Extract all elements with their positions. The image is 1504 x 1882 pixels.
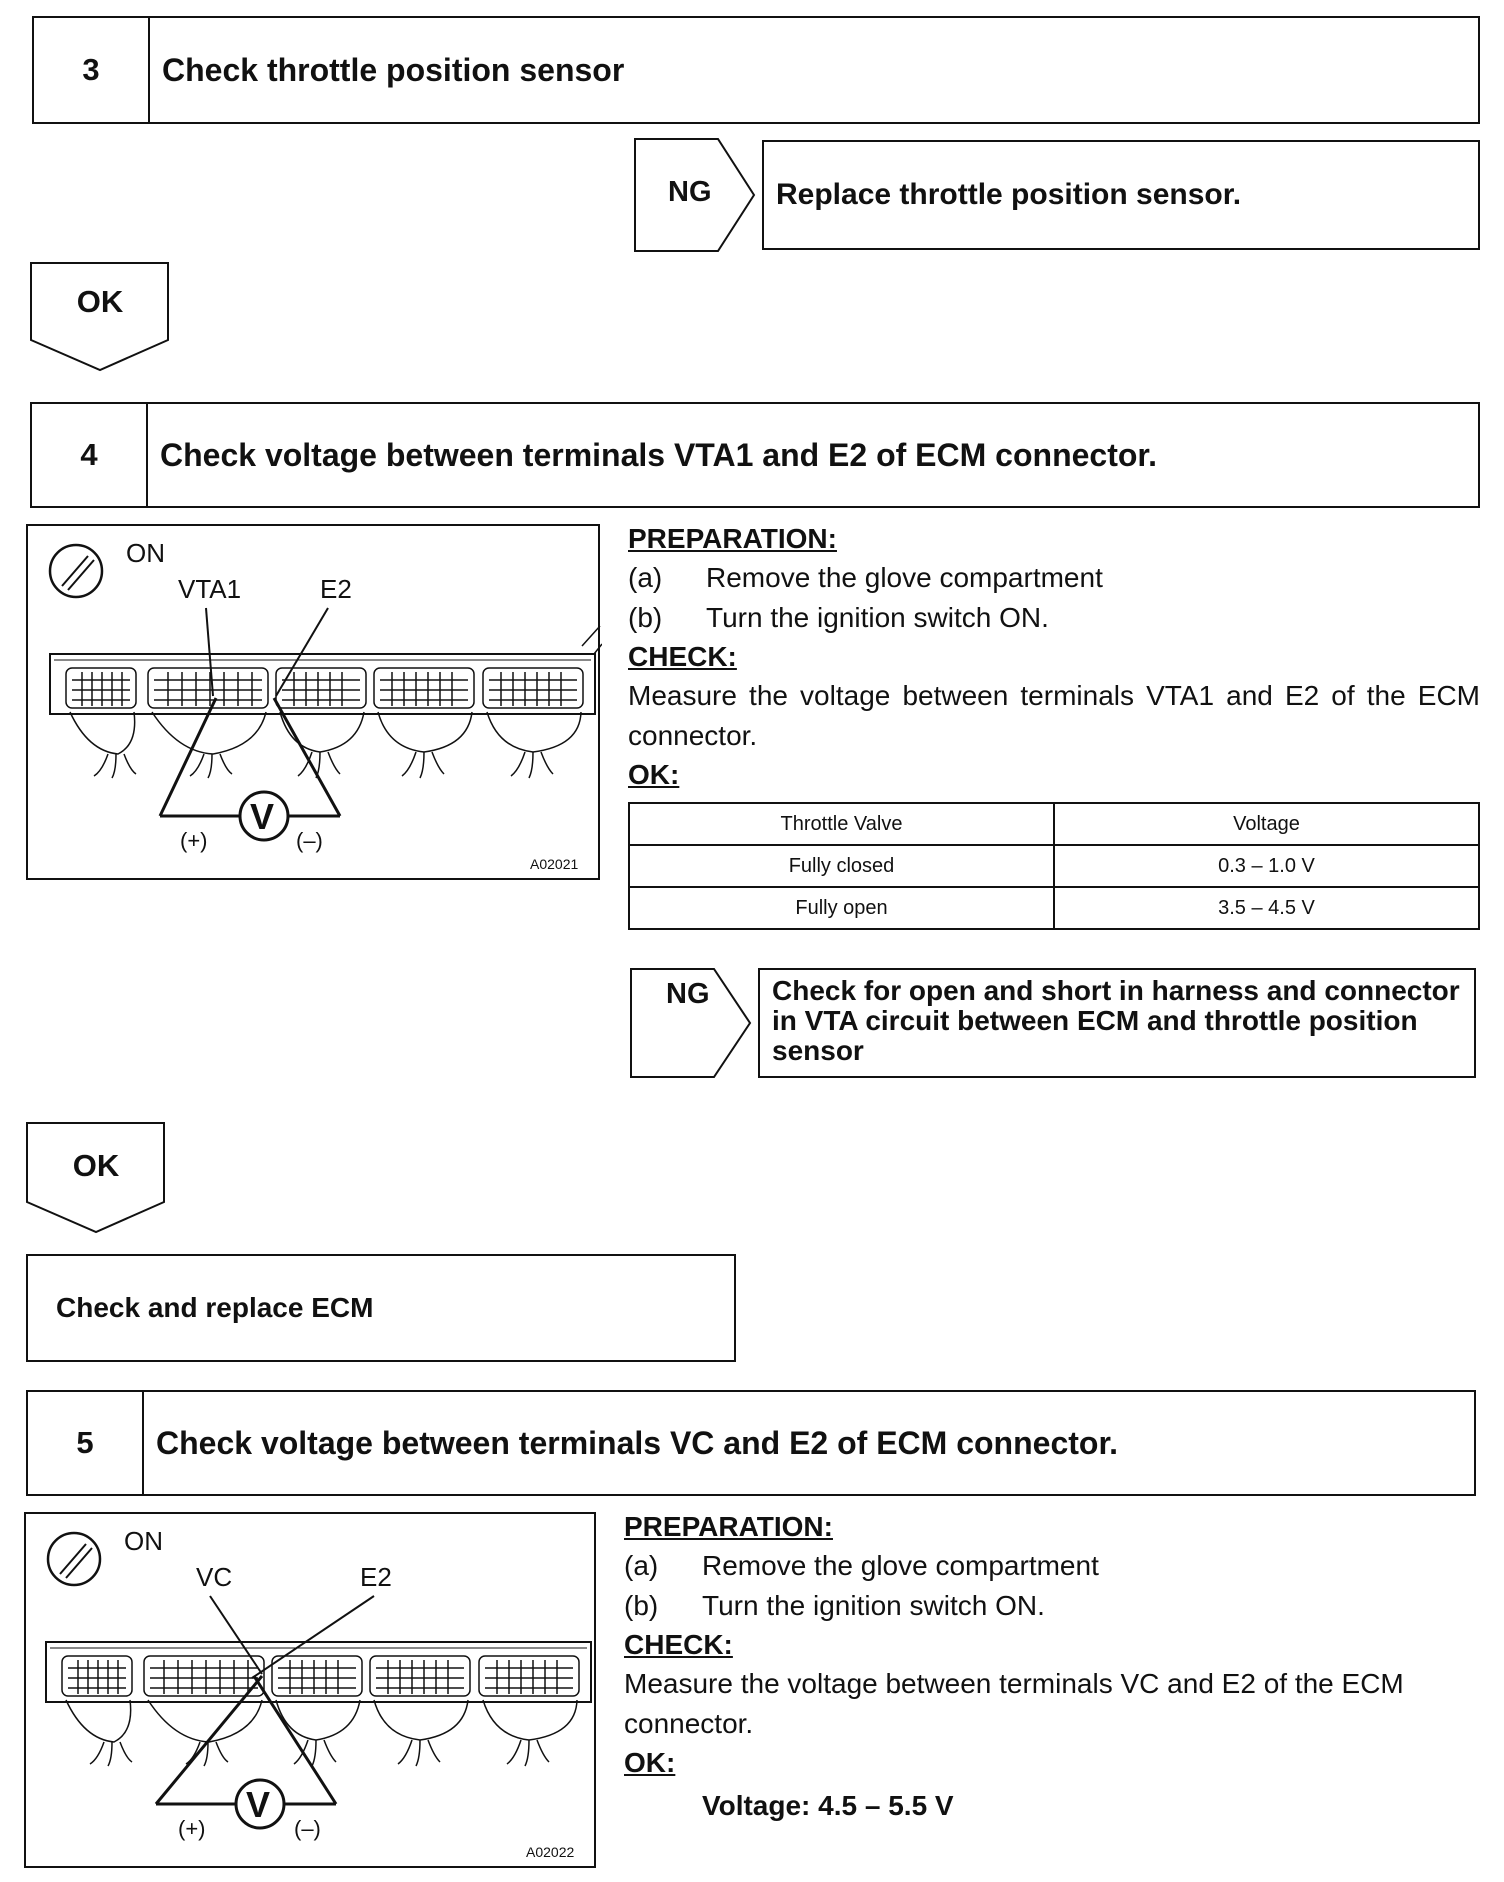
ok-arrow — [26, 1122, 166, 1234]
prep-item — [624, 1546, 1476, 1586]
prep-marker: (a) — [624, 1550, 659, 1581]
table-header: Throttle Valve — [629, 803, 1054, 845]
ok-value: Voltage: 4.5 – 5.5 V — [702, 1790, 954, 1821]
ok-heading: OK: — [624, 1747, 676, 1778]
step-5-instructions — [624, 1508, 1476, 1826]
prep-item — [628, 598, 1480, 638]
preparation-heading: PREPARATION: — [624, 1511, 833, 1542]
ng-action-box — [758, 968, 1476, 1078]
prep-marker: (a) — [628, 562, 663, 593]
step-4-header — [30, 402, 1480, 508]
ok-heading: OK: — [628, 759, 680, 790]
diagram-code: A02021 — [530, 856, 579, 872]
terminal-b-label: E2 — [320, 574, 352, 604]
step-4-instructions — [628, 520, 1480, 794]
table-cell: 0.3 – 1.0 V — [1054, 845, 1479, 887]
plus-probe-label: (+) — [180, 828, 208, 853]
prep-text: Remove the glove compartment — [702, 1550, 1099, 1581]
final-action-text: Check and replace ECM — [56, 1292, 374, 1323]
diagram-code: A02022 — [526, 1844, 575, 1860]
minus-probe-label: (–) — [296, 828, 323, 853]
ng-label: NG — [668, 176, 712, 208]
terminal-a-label: VTA1 — [178, 574, 242, 604]
check-text: Measure the voltage between terminals VC and E2 of the ECM connector. — [624, 1668, 1404, 1739]
ecm-connector-diagram — [24, 1512, 596, 1868]
preparation-heading: PREPARATION: — [628, 523, 837, 554]
check-heading: CHECK: — [628, 641, 737, 672]
step-title: Check voltage between terminals VC and E2 of ECM connector. — [156, 1424, 1119, 1461]
ecm-connector-diagram — [26, 524, 600, 880]
ng-arrow — [634, 138, 760, 252]
ok-label: OK — [72, 1148, 120, 1183]
ng-label: NG — [666, 978, 710, 1010]
prep-item — [624, 1586, 1476, 1626]
final-action-box — [26, 1254, 736, 1362]
prep-text: Turn the ignition switch ON. — [702, 1590, 1045, 1621]
voltmeter-label: V — [250, 796, 275, 837]
step-number: 5 — [28, 1392, 144, 1494]
ng-action-box — [762, 140, 1480, 250]
plus-probe-label: (+) — [178, 1816, 206, 1841]
minus-probe-label: (–) — [294, 1816, 321, 1841]
step-3-header — [32, 16, 1480, 124]
voltmeter-label: V — [246, 1784, 271, 1825]
ignition-label: ON — [124, 1526, 163, 1556]
check-text: Measure the voltage between terminals VTA1 and E2 of the ECM connector. — [628, 680, 1480, 751]
step-number: 4 — [32, 404, 148, 506]
prep-marker: (b) — [624, 1590, 659, 1621]
ok-label: OK — [76, 284, 124, 319]
step-5-header — [26, 1390, 1476, 1496]
table-cell: Fully closed — [629, 845, 1054, 887]
terminal-b-label: E2 — [360, 1562, 392, 1592]
step-title: Check throttle position sensor — [162, 51, 625, 88]
step-number: 3 — [34, 18, 150, 122]
table-cell: Fully open — [629, 887, 1054, 929]
voltage-spec-table — [628, 802, 1480, 930]
ignition-label: ON — [126, 538, 165, 568]
ng-arrow — [630, 968, 756, 1078]
prep-marker: (b) — [628, 602, 663, 633]
table-cell: 3.5 – 4.5 V — [1054, 887, 1479, 929]
step-title: Check voltage between terminals VTA1 and E2 of ECM connector. — [160, 436, 1157, 473]
check-heading: CHECK: — [624, 1629, 733, 1660]
ng-action-text: Replace throttle position sensor. — [776, 178, 1242, 211]
table-header-row — [629, 803, 1479, 845]
prep-text: Remove the glove compartment — [706, 562, 1103, 593]
table-row — [629, 845, 1479, 887]
prep-text: Turn the ignition switch ON. — [706, 602, 1049, 633]
prep-item — [628, 558, 1480, 598]
ng-action-text: Check for open and short in harness and connector in VTA circuit between ECM and throttle position sensor — [772, 975, 1460, 1066]
table-row — [629, 887, 1479, 929]
table-header: Voltage — [1054, 803, 1479, 845]
ok-arrow — [30, 262, 170, 374]
terminal-a-label: VC — [196, 1562, 233, 1592]
